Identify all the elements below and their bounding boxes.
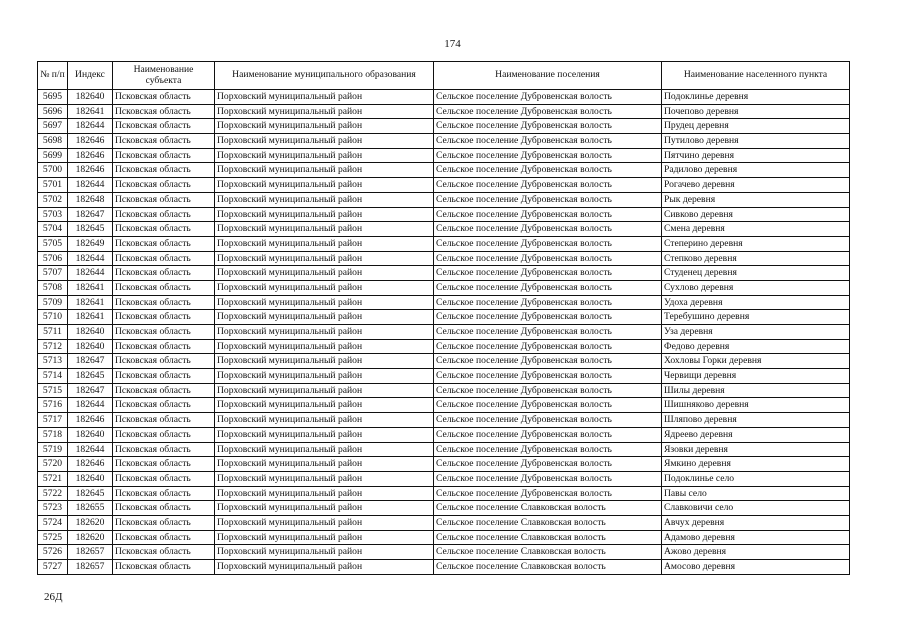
cell-row-number: 5719 xyxy=(38,442,68,457)
cell-postal-index: 182640 xyxy=(68,90,113,105)
table-row xyxy=(38,545,850,560)
cell-subject: Псковская область xyxy=(113,178,215,193)
cell-postal-index: 182641 xyxy=(68,280,113,295)
cell-settlement: Сельское поселение Дубровенская волость xyxy=(434,413,662,428)
cell-settlement: Сельское поселение Дубровенская волость xyxy=(434,339,662,354)
cell-municipality: Порховский муниципальный район xyxy=(215,383,434,398)
cell-subject: Псковская область xyxy=(113,427,215,442)
cell-subject: Псковская область xyxy=(113,207,215,222)
cell-settlement: Сельское поселение Славковская волость xyxy=(434,515,662,530)
cell-municipality: Порховский муниципальный район xyxy=(215,90,434,105)
cell-subject: Псковская область xyxy=(113,280,215,295)
cell-settlement: Сельское поселение Дубровенская волость xyxy=(434,192,662,207)
cell-settlement: Сельское поселение Дубровенская волость xyxy=(434,163,662,178)
table-row xyxy=(38,207,850,222)
cell-subject: Псковская область xyxy=(113,471,215,486)
cell-settlement: Сельское поселение Славковская волость xyxy=(434,530,662,545)
cell-subject: Псковская область xyxy=(113,295,215,310)
cell-subject: Псковская область xyxy=(113,119,215,134)
table-row xyxy=(38,119,850,134)
cell-row-number: 5698 xyxy=(38,134,68,149)
settlements-table xyxy=(37,61,850,575)
cell-locality: Ажово деревня xyxy=(662,545,850,560)
table-row xyxy=(38,90,850,105)
cell-postal-index: 182646 xyxy=(68,134,113,149)
cell-municipality: Порховский муниципальный район xyxy=(215,163,434,178)
cell-row-number: 5715 xyxy=(38,383,68,398)
table-row xyxy=(38,427,850,442)
cell-subject: Псковская область xyxy=(113,90,215,105)
cell-settlement: Сельское поселение Дубровенская волость xyxy=(434,266,662,281)
cell-municipality: Порховский муниципальный район xyxy=(215,427,434,442)
cell-municipality: Порховский муниципальный район xyxy=(215,251,434,266)
cell-postal-index: 182649 xyxy=(68,236,113,251)
cell-subject: Псковская область xyxy=(113,486,215,501)
cell-locality: Смена деревня xyxy=(662,222,850,237)
cell-locality: Шишняково деревня xyxy=(662,398,850,413)
cell-postal-index: 182647 xyxy=(68,354,113,369)
cell-subject: Псковская область xyxy=(113,515,215,530)
cell-locality: Удоха деревня xyxy=(662,295,850,310)
cell-settlement: Сельское поселение Дубровенская волость xyxy=(434,251,662,266)
cell-postal-index: 182641 xyxy=(68,295,113,310)
cell-municipality: Порховский муниципальный район xyxy=(215,148,434,163)
table-row xyxy=(38,266,850,281)
cell-settlement: Сельское поселение Славковская волость xyxy=(434,501,662,516)
cell-settlement: Сельское поселение Дубровенская волость xyxy=(434,178,662,193)
cell-settlement: Сельское поселение Славковская волость xyxy=(434,560,662,575)
cell-locality: Павы село xyxy=(662,486,850,501)
cell-settlement: Сельское поселение Дубровенская волость xyxy=(434,222,662,237)
cell-row-number: 5701 xyxy=(38,178,68,193)
cell-row-number: 5696 xyxy=(38,104,68,119)
cell-row-number: 5727 xyxy=(38,560,68,575)
cell-locality: Подоклинье село xyxy=(662,471,850,486)
cell-settlement: Сельское поселение Дубровенская волость xyxy=(434,369,662,384)
cell-row-number: 5726 xyxy=(38,545,68,560)
cell-row-number: 5717 xyxy=(38,413,68,428)
cell-subject: Псковская область xyxy=(113,236,215,251)
cell-postal-index: 182641 xyxy=(68,104,113,119)
cell-row-number: 5704 xyxy=(38,222,68,237)
cell-locality: Амосово деревня xyxy=(662,560,850,575)
column-header-locality: Наименование населенного пункта xyxy=(662,62,850,90)
table-row xyxy=(38,354,850,369)
cell-postal-index: 182640 xyxy=(68,339,113,354)
cell-subject: Псковская область xyxy=(113,398,215,413)
cell-row-number: 5711 xyxy=(38,325,68,340)
cell-municipality: Порховский муниципальный район xyxy=(215,280,434,295)
table-row xyxy=(38,236,850,251)
table-row xyxy=(38,222,850,237)
cell-subject: Псковская область xyxy=(113,413,215,428)
cell-subject: Псковская область xyxy=(113,325,215,340)
cell-subject: Псковская область xyxy=(113,369,215,384)
cell-municipality: Порховский муниципальный район xyxy=(215,354,434,369)
cell-row-number: 5708 xyxy=(38,280,68,295)
cell-locality: Подоклинье деревня xyxy=(662,90,850,105)
table-row xyxy=(38,457,850,472)
cell-municipality: Порховский муниципальный район xyxy=(215,310,434,325)
column-header-num: № п/п xyxy=(38,62,68,90)
cell-municipality: Порховский муниципальный район xyxy=(215,413,434,428)
cell-row-number: 5712 xyxy=(38,339,68,354)
cell-locality: Ямкино деревня xyxy=(662,457,850,472)
cell-municipality: Порховский муниципальный район xyxy=(215,398,434,413)
cell-row-number: 5714 xyxy=(38,369,68,384)
cell-municipality: Порховский муниципальный район xyxy=(215,501,434,516)
cell-locality: Шилы деревня xyxy=(662,383,850,398)
cell-subject: Псковская область xyxy=(113,148,215,163)
column-header-subject: Наименование субъекта xyxy=(113,62,215,90)
cell-locality: Авчух деревня xyxy=(662,515,850,530)
cell-subject: Псковская область xyxy=(113,192,215,207)
cell-row-number: 5722 xyxy=(38,486,68,501)
cell-row-number: 5700 xyxy=(38,163,68,178)
cell-settlement: Сельское поселение Дубровенская волость xyxy=(434,486,662,501)
cell-locality: Рогачево деревня xyxy=(662,178,850,193)
table-row xyxy=(38,530,850,545)
cell-subject: Псковская область xyxy=(113,545,215,560)
cell-postal-index: 182644 xyxy=(68,398,113,413)
cell-locality: Хохловы Горки деревня xyxy=(662,354,850,369)
column-header-settlement: Наименование поселения xyxy=(434,62,662,90)
table-row xyxy=(38,442,850,457)
cell-municipality: Порховский муниципальный район xyxy=(215,236,434,251)
cell-locality: Степково деревня xyxy=(662,251,850,266)
table-row xyxy=(38,325,850,340)
cell-subject: Псковская область xyxy=(113,501,215,516)
cell-settlement: Сельское поселение Дубровенская волость xyxy=(434,104,662,119)
cell-settlement: Сельское поселение Дубровенская волость xyxy=(434,119,662,134)
cell-subject: Псковская область xyxy=(113,354,215,369)
cell-postal-index: 182644 xyxy=(68,266,113,281)
cell-locality: Сухлово деревня xyxy=(662,280,850,295)
cell-locality: Шляпово деревня xyxy=(662,413,850,428)
cell-municipality: Порховский муниципальный район xyxy=(215,471,434,486)
cell-subject: Псковская область xyxy=(113,383,215,398)
table-row xyxy=(38,383,850,398)
cell-municipality: Порховский муниципальный район xyxy=(215,266,434,281)
cell-municipality: Порховский муниципальный район xyxy=(215,192,434,207)
column-header-index: Индекс xyxy=(68,62,113,90)
table-row xyxy=(38,339,850,354)
cell-postal-index: 182648 xyxy=(68,192,113,207)
cell-settlement: Сельское поселение Дубровенская волость xyxy=(434,354,662,369)
cell-row-number: 5716 xyxy=(38,398,68,413)
cell-postal-index: 182655 xyxy=(68,501,113,516)
cell-locality: Почепово деревня xyxy=(662,104,850,119)
cell-postal-index: 182620 xyxy=(68,530,113,545)
cell-settlement: Сельское поселение Дубровенская волость xyxy=(434,280,662,295)
cell-locality: Степерино деревня xyxy=(662,236,850,251)
cell-municipality: Порховский муниципальный район xyxy=(215,339,434,354)
cell-settlement: Сельское поселение Дубровенская волость xyxy=(434,310,662,325)
cell-locality: Прудец деревня xyxy=(662,119,850,134)
cell-postal-index: 182644 xyxy=(68,178,113,193)
cell-postal-index: 182644 xyxy=(68,251,113,266)
cell-subject: Псковская область xyxy=(113,266,215,281)
cell-row-number: 5705 xyxy=(38,236,68,251)
cell-municipality: Порховский муниципальный район xyxy=(215,178,434,193)
cell-settlement: Сельское поселение Дубровенская волость xyxy=(434,90,662,105)
cell-subject: Псковская область xyxy=(113,222,215,237)
cell-settlement: Сельское поселение Дубровенская волость xyxy=(434,325,662,340)
table-row xyxy=(38,148,850,163)
cell-row-number: 5710 xyxy=(38,310,68,325)
cell-row-number: 5707 xyxy=(38,266,68,281)
cell-row-number: 5695 xyxy=(38,90,68,105)
cell-subject: Псковская область xyxy=(113,442,215,457)
cell-postal-index: 182640 xyxy=(68,471,113,486)
cell-subject: Псковская область xyxy=(113,310,215,325)
table-body xyxy=(38,90,850,575)
table-row xyxy=(38,413,850,428)
cell-row-number: 5702 xyxy=(38,192,68,207)
cell-row-number: 5721 xyxy=(38,471,68,486)
cell-subject: Псковская область xyxy=(113,134,215,149)
cell-municipality: Порховский муниципальный район xyxy=(215,486,434,501)
table-row xyxy=(38,515,850,530)
cell-locality: Язовки деревня xyxy=(662,442,850,457)
cell-postal-index: 182641 xyxy=(68,310,113,325)
cell-settlement: Сельское поселение Дубровенская волость xyxy=(434,442,662,457)
cell-postal-index: 182646 xyxy=(68,163,113,178)
cell-municipality: Порховский муниципальный район xyxy=(215,222,434,237)
cell-postal-index: 182645 xyxy=(68,486,113,501)
cell-subject: Псковская область xyxy=(113,457,215,472)
cell-settlement: Сельское поселение Дубровенская волость xyxy=(434,457,662,472)
cell-postal-index: 182645 xyxy=(68,369,113,384)
table-row xyxy=(38,398,850,413)
table-row xyxy=(38,471,850,486)
cell-settlement: Сельское поселение Дубровенская волость xyxy=(434,236,662,251)
cell-municipality: Порховский муниципальный район xyxy=(215,295,434,310)
cell-municipality: Порховский муниципальный район xyxy=(215,369,434,384)
table-row xyxy=(38,251,850,266)
cell-postal-index: 182657 xyxy=(68,560,113,575)
cell-locality: Уза деревня xyxy=(662,325,850,340)
cell-subject: Псковская область xyxy=(113,251,215,266)
cell-municipality: Порховский муниципальный район xyxy=(215,134,434,149)
page-number: 174 xyxy=(444,38,461,50)
cell-settlement: Сельское поселение Дубровенская волость xyxy=(434,427,662,442)
cell-settlement: Сельское поселение Дубровенская волость xyxy=(434,134,662,149)
cell-municipality: Порховский муниципальный район xyxy=(215,207,434,222)
cell-locality: Студенец деревня xyxy=(662,266,850,281)
cell-postal-index: 182646 xyxy=(68,457,113,472)
cell-postal-index: 182645 xyxy=(68,222,113,237)
cell-row-number: 5720 xyxy=(38,457,68,472)
cell-row-number: 5718 xyxy=(38,427,68,442)
cell-row-number: 5723 xyxy=(38,501,68,516)
cell-postal-index: 182647 xyxy=(68,207,113,222)
cell-subject: Псковская область xyxy=(113,530,215,545)
table-row xyxy=(38,560,850,575)
cell-postal-index: 182640 xyxy=(68,325,113,340)
cell-locality: Рык деревня xyxy=(662,192,850,207)
cell-postal-index: 182657 xyxy=(68,545,113,560)
cell-subject: Псковская область xyxy=(113,163,215,178)
cell-locality: Теребушино деревня xyxy=(662,310,850,325)
cell-locality: Пятчино деревня xyxy=(662,148,850,163)
cell-settlement: Сельское поселение Дубровенская волость xyxy=(434,398,662,413)
cell-municipality: Порховский муниципальный район xyxy=(215,530,434,545)
column-header-municipality: Наименование муниципального образования xyxy=(215,62,434,90)
cell-row-number: 5703 xyxy=(38,207,68,222)
cell-settlement: Сельское поселение Дубровенская волость xyxy=(434,383,662,398)
table-row xyxy=(38,280,850,295)
cell-subject: Псковская область xyxy=(113,560,215,575)
cell-postal-index: 182647 xyxy=(68,383,113,398)
cell-municipality: Порховский муниципальный район xyxy=(215,457,434,472)
cell-municipality: Порховский муниципальный район xyxy=(215,442,434,457)
cell-settlement: Сельское поселение Дубровенская волость xyxy=(434,471,662,486)
cell-postal-index: 182620 xyxy=(68,515,113,530)
cell-subject: Псковская область xyxy=(113,339,215,354)
table-row xyxy=(38,486,850,501)
cell-postal-index: 182646 xyxy=(68,413,113,428)
cell-row-number: 5699 xyxy=(38,148,68,163)
cell-municipality: Порховский муниципальный район xyxy=(215,515,434,530)
cell-municipality: Порховский муниципальный район xyxy=(215,560,434,575)
cell-row-number: 5706 xyxy=(38,251,68,266)
cell-postal-index: 182640 xyxy=(68,427,113,442)
cell-locality: Червищи деревня xyxy=(662,369,850,384)
cell-subject: Псковская область xyxy=(113,104,215,119)
table-row xyxy=(38,369,850,384)
cell-row-number: 5697 xyxy=(38,119,68,134)
cell-locality: Радилово деревня xyxy=(662,163,850,178)
cell-locality: Адамово деревня xyxy=(662,530,850,545)
cell-postal-index: 182644 xyxy=(68,442,113,457)
cell-locality: Федово деревня xyxy=(662,339,850,354)
table-header xyxy=(38,62,850,90)
cell-settlement: Сельское поселение Дубровенская волость xyxy=(434,295,662,310)
table-row xyxy=(38,310,850,325)
cell-row-number: 5709 xyxy=(38,295,68,310)
table-row xyxy=(38,178,850,193)
table-row xyxy=(38,192,850,207)
table-row xyxy=(38,104,850,119)
cell-municipality: Порховский муниципальный район xyxy=(215,119,434,134)
footer-code: 26Д xyxy=(44,591,63,603)
table-row xyxy=(38,134,850,149)
cell-row-number: 5725 xyxy=(38,530,68,545)
cell-row-number: 5713 xyxy=(38,354,68,369)
cell-municipality: Порховский муниципальный район xyxy=(215,325,434,340)
table-row xyxy=(38,501,850,516)
cell-row-number: 5724 xyxy=(38,515,68,530)
cell-locality: Ядреево деревня xyxy=(662,427,850,442)
cell-municipality: Порховский муниципальный район xyxy=(215,545,434,560)
cell-locality: Славковичи село xyxy=(662,501,850,516)
cell-municipality: Порховский муниципальный район xyxy=(215,104,434,119)
cell-locality: Путилово деревня xyxy=(662,134,850,149)
table-row xyxy=(38,295,850,310)
cell-settlement: Сельское поселение Славковская волость xyxy=(434,545,662,560)
cell-postal-index: 182646 xyxy=(68,148,113,163)
cell-postal-index: 182644 xyxy=(68,119,113,134)
cell-settlement: Сельское поселение Дубровенская волость xyxy=(434,207,662,222)
cell-locality: Сивково деревня xyxy=(662,207,850,222)
table-row xyxy=(38,163,850,178)
cell-settlement: Сельское поселение Дубровенская волость xyxy=(434,148,662,163)
